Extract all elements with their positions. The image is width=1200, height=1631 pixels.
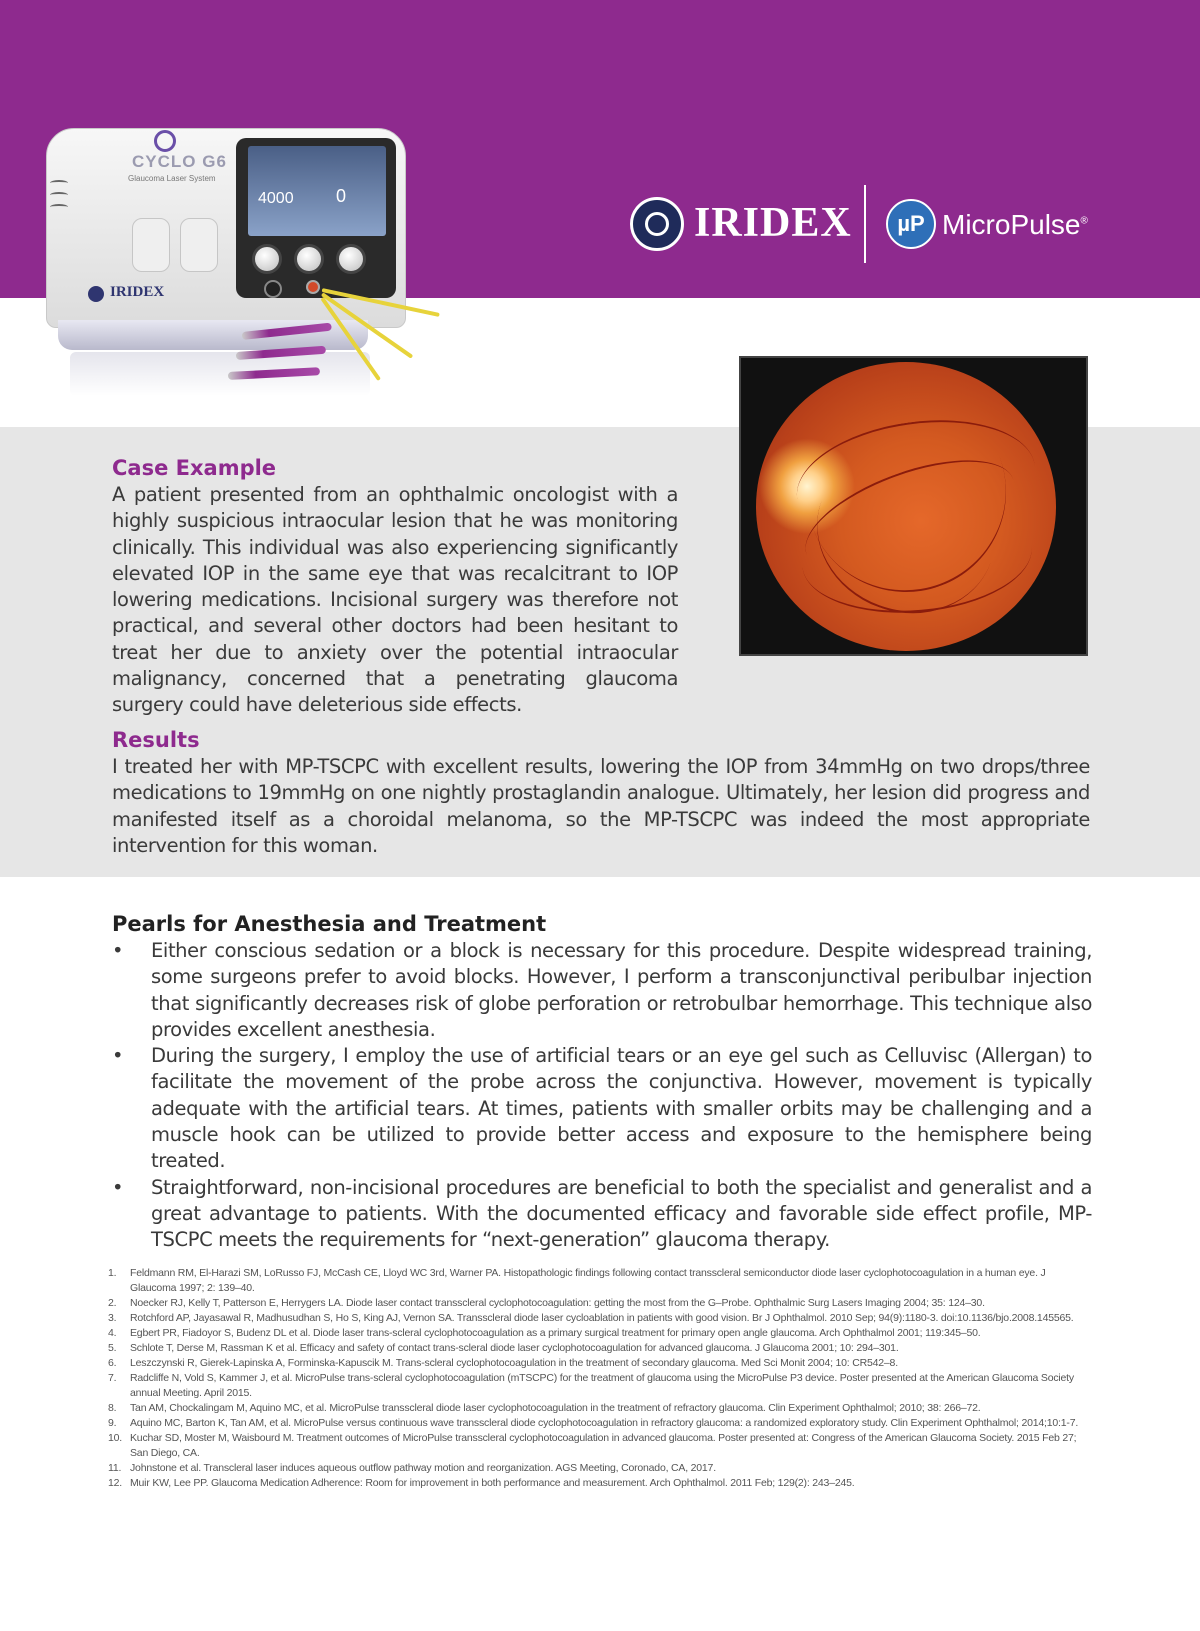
reference-item (108, 1311, 1088, 1326)
fundus-image (756, 362, 1056, 651)
reference-number: 12. (108, 1477, 122, 1489)
reference-text: Leszczynski R, Gierek-Lapinska A, Forminska-Kapuscik M. Trans-scleral cyclophotocoagulation in the treatment of secondary glaucoma. Med Sci Monit 2004; 10: CR542–8. (130, 1357, 898, 1369)
reference-text: Noecker RJ, Kelly T, Patterson E, Herrygers LA. Diode laser contact transscleral cyclophotocoagulation: getting the most from the G–Probe. Ophthalmic Surg Lasers Imaging 2004; 35: 124–30. (130, 1297, 985, 1309)
reference-text: Rotchford AP, Jayasawal R, Madhusudhan S, Ho S, King AJ, Vernon SA. Transscleral diode laser cycloablation in patients with good vision. Br J Ophthalmol. 2010 Sep; 94(9):1180-3. doi:10.1136/bjo.2008.145565. (130, 1312, 1074, 1324)
reference-item (108, 1371, 1088, 1401)
reference-item (108, 1476, 1088, 1491)
emergency-stop-icon (306, 280, 320, 294)
reference-item (108, 1356, 1088, 1371)
device-button-right (180, 218, 218, 272)
iridex-seal-icon (630, 197, 684, 251)
micropulse-badge-icon: µP (886, 199, 936, 249)
fiber-port (264, 280, 282, 298)
reference-number: 10. (108, 1432, 122, 1444)
device-button-left (132, 218, 170, 272)
reference-text: Feldmann RM, El-Harazi SM, LoRusso FJ, McCash CE, Lloyd WC 3rd, Warner PA. Histopathologic findings following contact transscleral semiconductor diode laser cyclophotocoagulation in a human eye. J Glaucoma 1997; 2: 139–40. (130, 1267, 1046, 1294)
device-subtitle-label: Glaucoma Laser System (128, 174, 216, 183)
knob-icon (252, 244, 282, 274)
reference-item (108, 1401, 1088, 1416)
laser-device-image (40, 120, 450, 410)
reference-text: Tan AM, Chockalingam M, Aquino MC, et al. MicroPulse transscleral diode laser cyclophotocoagulation in the treatment of refractory glaucoma. Clin Experiment Ophthalmol; 2010; 38: 266–72. (130, 1402, 981, 1414)
retina-photo (739, 356, 1088, 656)
list-item: • During the surgery, I employ the use of artificial tears or an eye gel such as Celluvisc (Allergan) to facilitate the movement of the probe across the conjunctiva. However, movement is typically adequate with the artificial tears. At times, patients with smaller orbits may be challenging and a muscle hook can be utilized to provide better access and exposure to the hemisphere being treated. (112, 1043, 1092, 1174)
device-plate-label: IRIDEX (110, 284, 165, 300)
device-model-label: CYCLO G6 (132, 152, 227, 171)
reference-item (108, 1266, 1088, 1296)
micropulse-name: MicroPulse (942, 209, 1081, 240)
case-example-text: A patient presented from an ophthalmic oncologist with a highly suspicious intraocular lesion that he was monitoring clinically. This individual was also experiencing significantly elevated IOP in the same eye that was recalcitrant to IOP lowering medications. Incisional surgery was therefore not practical, and several other doctors had been hesitant to treat her due to anxiety over the potential intraocular malignancy, concerned that a penetrating glaucoma surgery could have deleterious side effects. (112, 483, 678, 717)
reference-item (108, 1461, 1088, 1476)
reference-number: 11. (108, 1462, 122, 1474)
reference-item (108, 1431, 1088, 1461)
list-item: • Straightforward, non-incisional procedures are beneficial to both the specialist and generalist and a great advantage to patients. With the documented efficacy and favorable side effect profile, MP-TSCPC meets the requirements for “next-generation” glaucoma therapy. (112, 1175, 1092, 1254)
list-item: • Either conscious sedation or a block is necessary for this procedure. Despite widespread training, some surgeons prefer to avoid blocks. However, I perform a transconjunctival peribulbar injection that significantly decreases risk of globe perforation or retrobulbar hemorrhage. This technique also provides excellent anesthesia. (112, 938, 1092, 1043)
device-power-readout: 4000 (258, 190, 294, 207)
pearls-list (112, 938, 1092, 1254)
vent-icon (50, 204, 68, 210)
reference-number: 6. (108, 1357, 117, 1369)
vent-icon (50, 192, 68, 198)
logo-divider (864, 185, 866, 263)
reference-text: Kuchar SD, Moster M, Waisbourd M. Treatment outcomes of MicroPulse transscleral cyclophotocoagulation in advanced glaucoma. Poster presented at: Congress of the American Glaucoma Society. 2015 Feb 27; San Diego, CA. (130, 1432, 1077, 1459)
pearls-heading: Pearls for Anesthesia and Treatment (112, 912, 547, 936)
brand-logo (630, 185, 1088, 265)
results-text: I treated her with MP-TSCPC with excellent results, lowering the IOP from 34mmHg on two drops/three medications to 19mmHg on one nightly prostaglandin analogue. Ultimately, her lesion did progress and manifested itself as a choroidal melanoma, so the MP-TSCPC was indeed the most appropriate intervention for this woman. (112, 755, 1090, 857)
reference-item (108, 1341, 1088, 1356)
results-heading: Results (112, 728, 200, 752)
reference-text: Radcliffe N, Vold S, Kammer J, et al. MicroPulse trans-scleral cyclophotocoagulation (mTSCPC) for the treatment of glaucoma using the MicroPulse P3 device. Poster presented at the American Glaucoma Society annual Meeting. April 2015. (130, 1372, 1074, 1399)
reference-number: 3. (108, 1312, 117, 1324)
knob-icon (336, 244, 366, 274)
reference-text: Muir KW, Lee PP. Glaucoma Medication Adherence: Room for improvement in both performance and measurement. Arch Ophthalmol. 2011 Feb; 129(2): 243–245. (130, 1477, 855, 1489)
reference-number: 4. (108, 1327, 117, 1339)
device-plate-emblem (88, 286, 104, 302)
device-zero-readout: 0 (336, 186, 347, 206)
reference-number: 8. (108, 1402, 117, 1414)
reference-number: 7. (108, 1372, 117, 1384)
reference-number: 2. (108, 1297, 117, 1309)
reference-text: Aquino MC, Barton K, Tan AM, et al. MicroPulse versus continuous wave transscleral diode cyclophotocoagulation in refractory glaucoma: a randomized exploratory study. Clin Experiment Ophthalmol; 2014;10:1-7. (130, 1417, 1079, 1429)
reference-number: 1. (108, 1267, 117, 1279)
case-example-heading: Case Example (112, 456, 277, 480)
iridex-wordmark: IRIDEX (694, 200, 852, 246)
reference-text: Johnstone et al. Transcleral laser induces aqueous outflow pathway motion and reorganization. AGS Meeting, Coronado, CA, 2017. (130, 1462, 716, 1474)
registered-mark: ® (1080, 215, 1088, 227)
device-ring-logo (154, 130, 176, 152)
reference-number: 5. (108, 1342, 117, 1354)
knob-icon (294, 244, 324, 274)
reference-item (108, 1326, 1088, 1341)
device-reflection (70, 352, 370, 396)
reference-number: 9. (108, 1417, 117, 1429)
reference-item (108, 1296, 1088, 1311)
references-list (108, 1266, 1088, 1491)
micropulse-wordmark (942, 209, 1088, 241)
reference-text: Egbert PR, Fiadoyor S, Budenz DL et al. Diode laser trans-scleral cyclophotocoagulation as a primary surgical treatment for primary open angle glaucoma. Arch Ophthalmol 2001; 119:345–50. (130, 1327, 981, 1339)
vent-icon (50, 180, 68, 186)
reference-item (108, 1416, 1088, 1431)
reference-text: Schlote T, Derse M, Rassman K et al. Efficacy and safety of contact trans-scleral diode laser cyclophotocoagulation for advanced glaucoma. J Glaucoma 2001; 10: 294–301. (130, 1342, 899, 1354)
